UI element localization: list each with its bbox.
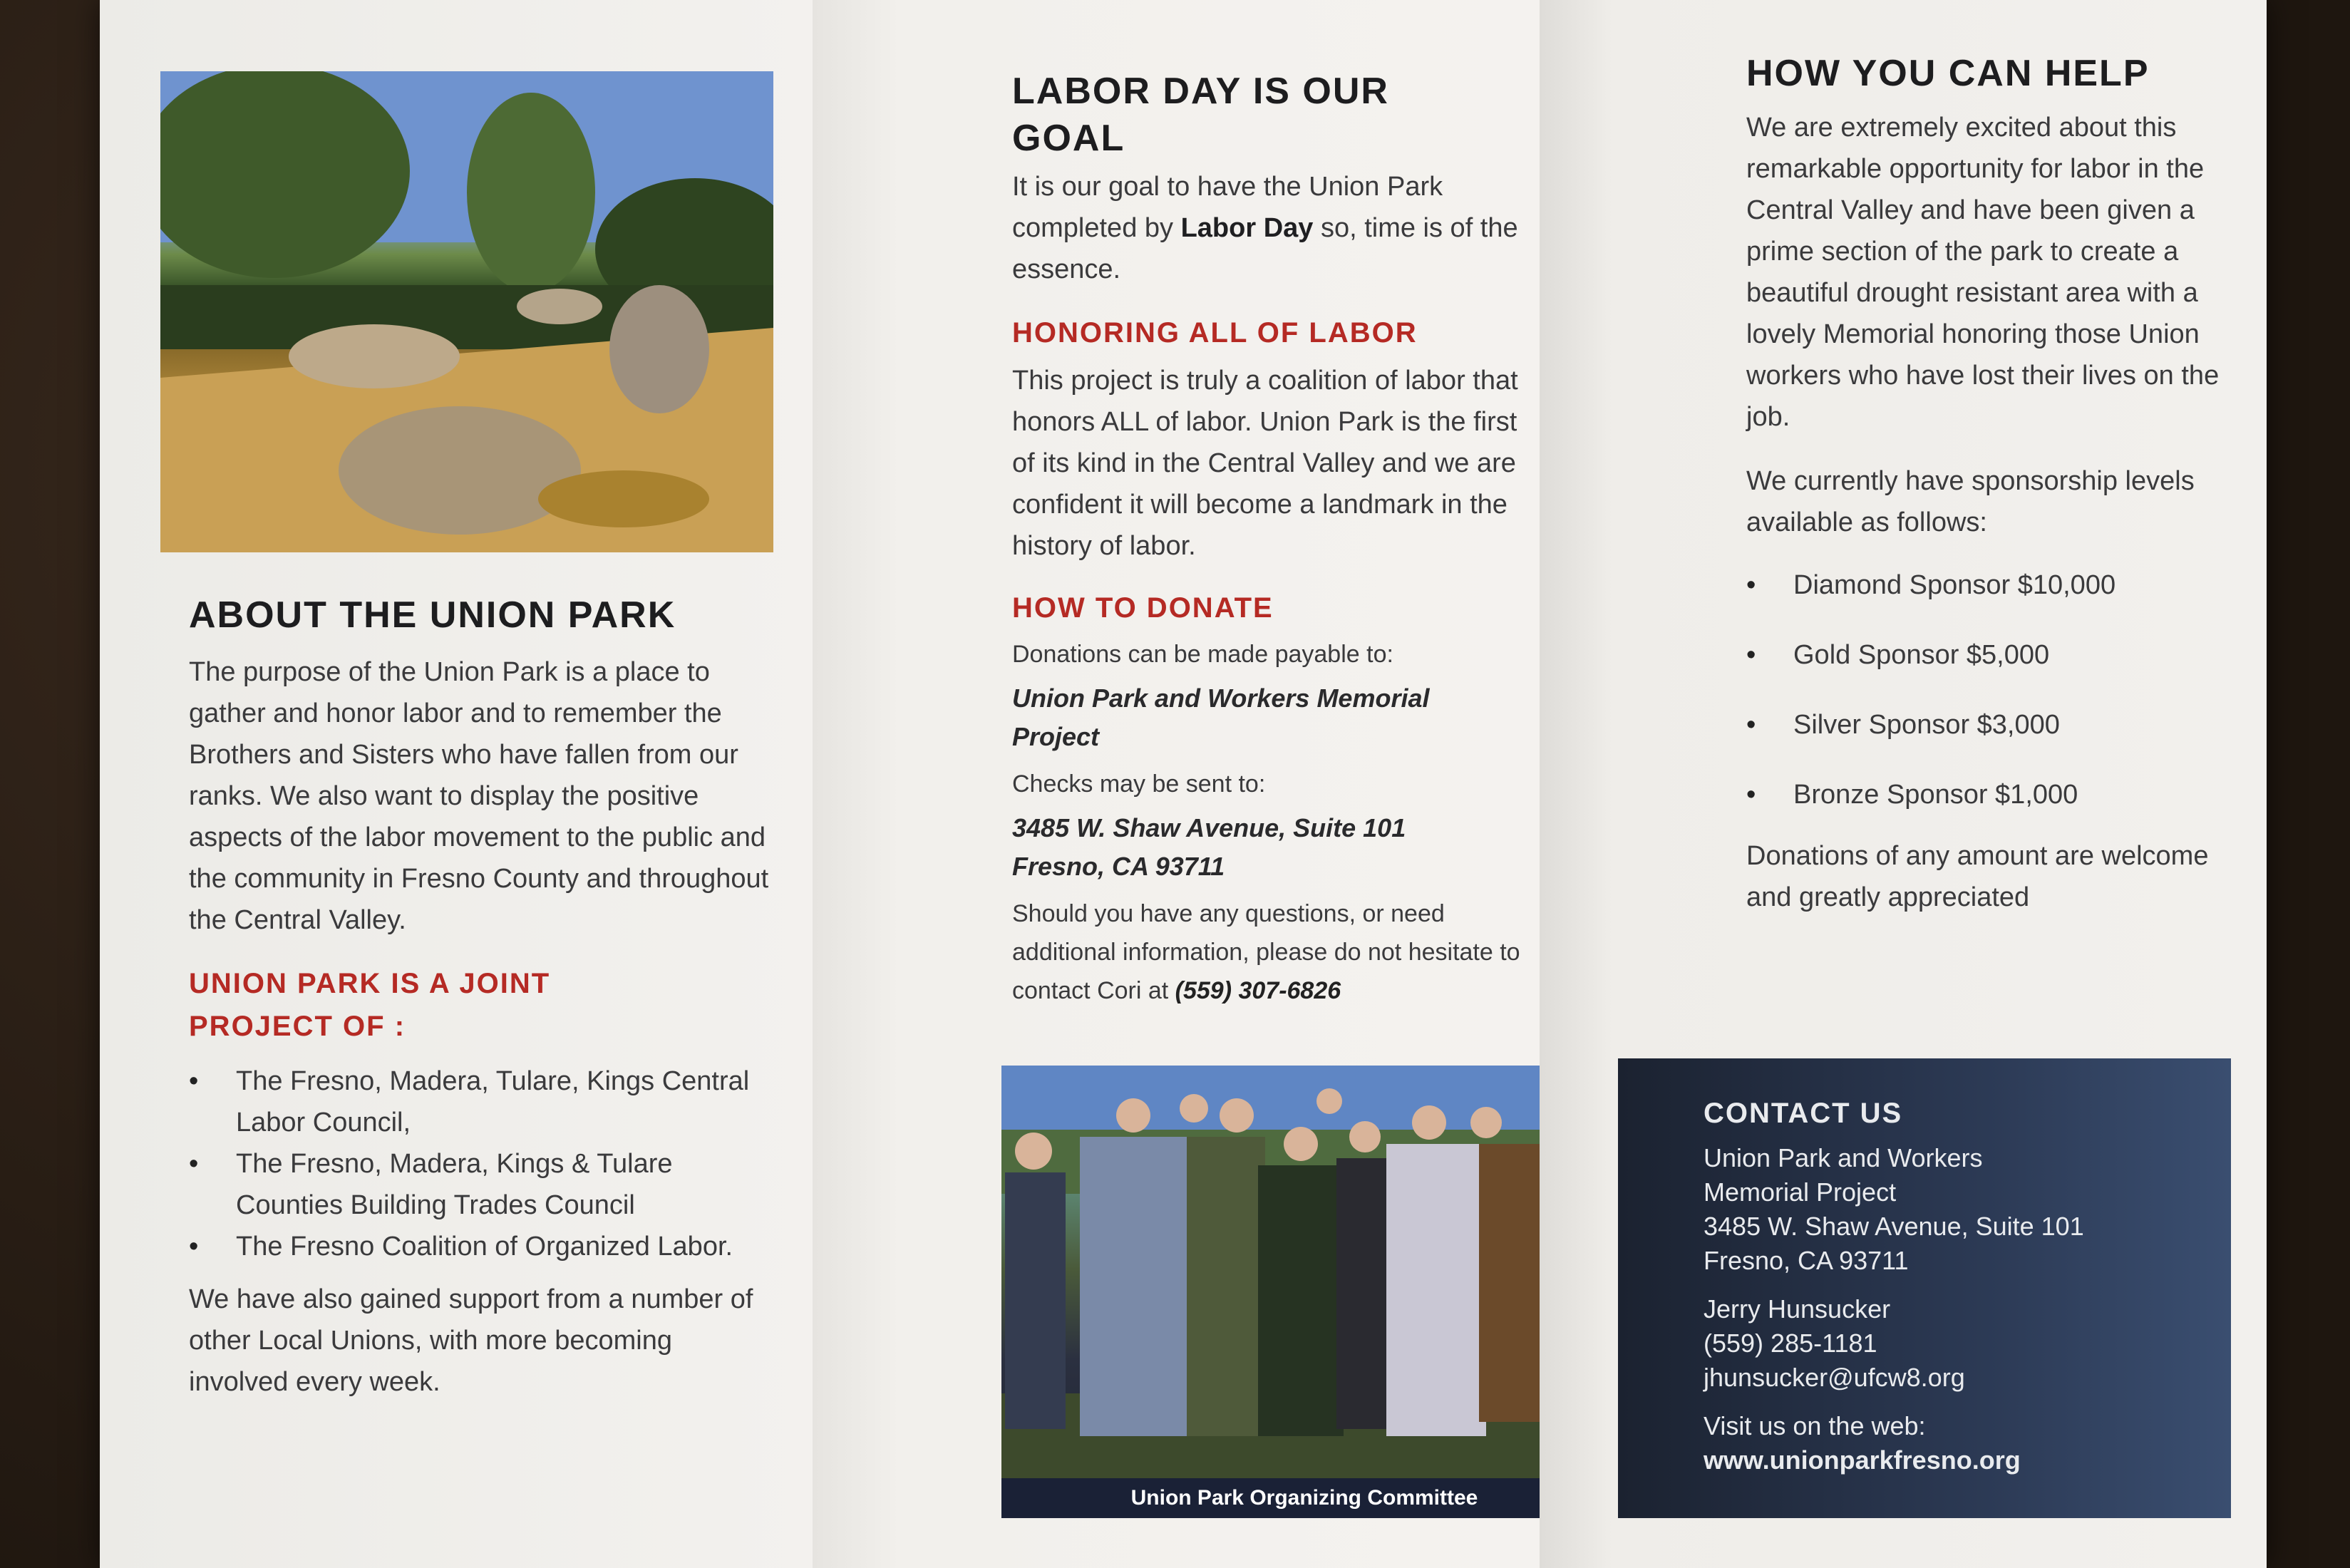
list-item: • Gold Sponsor $5,000 bbox=[1746, 634, 2259, 676]
park-scene-illustration bbox=[160, 71, 773, 552]
donate-payable-name-1: Union Park and Workers Memorial bbox=[1012, 684, 1430, 713]
honoring-paragraph: This project is truly a coalition of labor that honors ALL of labor. Union Park is the first of its kind in the Central Valley and we are confident it will become a landmark in the history of labor. bbox=[1012, 366, 1518, 561]
group-illustration bbox=[1001, 1066, 1607, 1518]
goal-text-end: so, time is of the essence. bbox=[1012, 213, 1518, 284]
contact-phone: (559) 285-1181 bbox=[1704, 1329, 1877, 1358]
joint-closing: We have also gained support from a number of other Local Unions, with more becoming involved every week. bbox=[189, 1284, 753, 1397]
donate-questions bbox=[1012, 894, 1525, 1010]
contact-address-line1: 3485 W. Shaw Avenue, Suite 101 bbox=[1704, 1212, 2084, 1241]
joint-heading-line2: PROJECT OF : bbox=[189, 1011, 406, 1042]
help-paragraph: We are extremely excited about this remarkable opportunity for labor in the Central Valley and have been given a prime section of the park to create a beautiful drought resistant area with a lovely Memorial honoring those Union workers who have lost their lives on the job. bbox=[1746, 113, 2220, 432]
sponsor-intro: We currently have sponsorship levels available as follows: bbox=[1746, 466, 2195, 537]
contact-person: Jerry Hunsucker bbox=[1704, 1294, 1891, 1324]
about-heading: ABOUT THE UNION PARK bbox=[189, 594, 676, 636]
donate-address-1: 3485 W. Shaw Avenue, Suite 101 bbox=[1012, 813, 1406, 842]
donate-address-2: Fresno, CA 93711 bbox=[1012, 852, 1225, 881]
donate-checks-label: Checks may be sent to: bbox=[1012, 770, 1266, 798]
donate-questions-text: Should you have any questions, or need additional information, please do not hesitate to contact Cori at bbox=[1012, 900, 1520, 1004]
contact-box bbox=[1618, 1058, 2231, 1518]
contact-address-line2: Fresno, CA 93711 bbox=[1704, 1246, 1909, 1275]
donate-payable-label: Donations can be made payable to: bbox=[1012, 641, 1393, 668]
list-item: • The Fresno, Madera, Tulare, Kings Central Labor Council, bbox=[189, 1061, 773, 1143]
list-item: • Bronze Sponsor $1,000 bbox=[1746, 774, 2259, 815]
list-item: • Silver Sponsor $3,000 bbox=[1746, 704, 2259, 746]
list-item: • Diamond Sponsor $10,000 bbox=[1746, 564, 2259, 606]
goal-heading-line1: LABOR DAY IS OUR bbox=[1012, 71, 1389, 112]
goal-text: It is our goal to have the Union Park completed by bbox=[1012, 172, 1443, 243]
joint-heading-line1: UNION PARK IS A JOINT bbox=[189, 968, 551, 999]
about-paragraph: The purpose of the Union Park is a place to gather and honor labor and to remember the Brothers and Sisters who have fallen from our ranks. We also want to display the positive aspects of the labor movement to the public and the community in Fresno County and throughout the Central Valley. bbox=[189, 657, 769, 935]
sponsor-list bbox=[1746, 564, 2259, 815]
list-item: • The Fresno Coalition of Organized Labor. bbox=[189, 1226, 773, 1267]
help-heading: HOW YOU CAN HELP bbox=[1746, 53, 2150, 94]
list-item: • The Fresno, Madera, Kings & Tulare Counties Building Trades Council bbox=[189, 1143, 773, 1226]
goal-bold-text: Labor Day bbox=[1180, 213, 1314, 243]
goal-paragraph bbox=[1012, 166, 1525, 290]
contact-web-label: Visit us on the web: bbox=[1704, 1411, 1926, 1440]
contact-heading: CONTACT US bbox=[1704, 1098, 1903, 1129]
contact-web-url: www.unionparkfresno.org bbox=[1704, 1445, 2021, 1475]
donate-payable-name-2: Project bbox=[1012, 722, 1100, 751]
photo-caption: Union Park Organizing Committee bbox=[1001, 1478, 1607, 1518]
contact-email: jhunsucker@ufcw8.org bbox=[1704, 1363, 1965, 1392]
contact-org-line1: Union Park and Workers bbox=[1704, 1143, 1983, 1172]
goal-heading-line2: GOAL bbox=[1012, 118, 1125, 159]
middle-panel bbox=[813, 0, 1540, 1568]
left-panel bbox=[100, 0, 813, 1568]
brochure bbox=[100, 0, 2267, 1568]
joint-list bbox=[189, 1061, 773, 1267]
park-rocks-photo bbox=[160, 71, 773, 552]
honoring-heading: HONORING ALL OF LABOR bbox=[1012, 317, 1418, 349]
help-closing: Donations of any amount are welcome and greatly appreciated bbox=[1746, 841, 2209, 912]
contact-org-line2: Memorial Project bbox=[1704, 1177, 1897, 1207]
donate-phone: (559) 307-6826 bbox=[1175, 977, 1341, 1004]
committee-group-photo bbox=[1001, 1066, 1607, 1518]
donate-heading: HOW TO DONATE bbox=[1012, 592, 1274, 624]
